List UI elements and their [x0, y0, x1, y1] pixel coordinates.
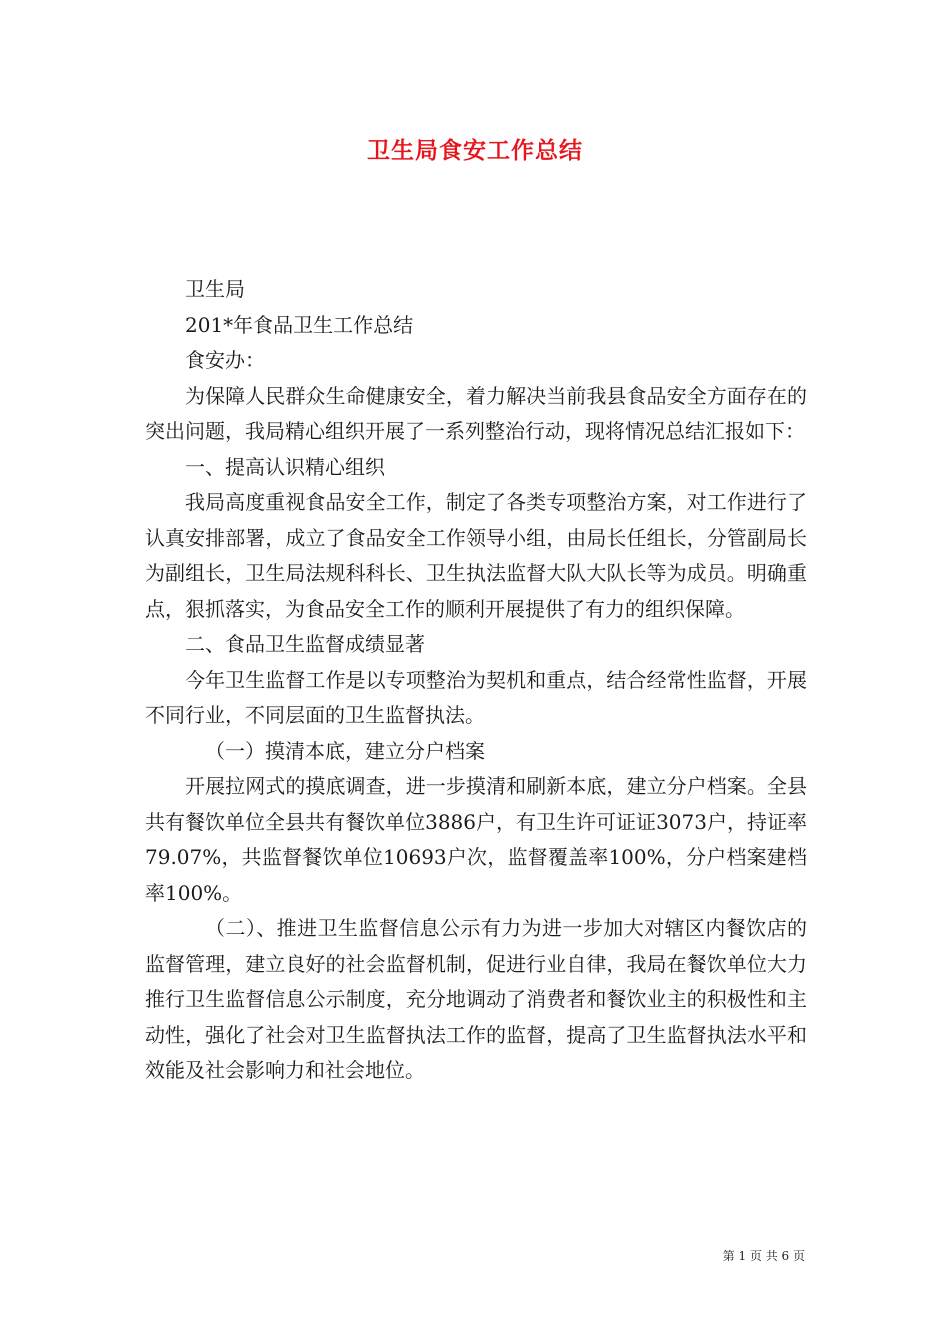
paragraph-recipient: 食安办：	[185, 348, 265, 372]
page-number-footer: 第 1 页 共 6 页	[722, 1249, 805, 1263]
subsection-heading-1: （一）摸清本底，建立分户档案	[205, 738, 485, 763]
section-heading-1: 一、提高认识精心组织	[185, 454, 385, 479]
paragraph-subsection-2: （二）、推进卫生监督信息公示有力为进一步加大对辖区内餐饮店的监督管理，建立良好的社会监督机制，促进行业自律，我局在餐饮单位大力推行卫生监督信息公示制度，充分地调动了消费者和餐饮业主的积极性和主动性，强化了社会对卫生监督执法工作的监督，提高了卫生监督执法水平和效能及社会影响力和社会地位。	[145, 916, 807, 1082]
paragraph-section-2: 今年卫生监督工作是以专项整治为契机和重点，结合经常性监督，开展不同行业，不同层面的卫生监督执法。	[145, 667, 807, 727]
section-heading-2: 二、食品卫生监督成绩显著	[185, 632, 425, 656]
paragraph-subtitle: 201*年食品卫生工作总结	[185, 312, 414, 337]
paragraph-org: 卫生局	[185, 277, 245, 301]
paragraph-intro: 为保障人民群众生命健康安全，着力解决当前我县食品安全方面存在的突出问题，我局精心组织开展了一系列整治行动，现将情况总结汇报如下：	[145, 383, 807, 443]
paragraph-subsection-1: 开展拉网式的摸底调查，进一步摸清和刷新本底，建立分户档案。全县共有餐饮单位全县共有餐饮单位3886户，有卫生许可证证3073户，持证率79.07%，共监督餐饮单位10693户次，监督覆盖率100%，分户档案建档率100%。	[145, 774, 807, 905]
document-body	[145, 272, 807, 1089]
paragraph-section-1: 我局高度重视食品安全工作，制定了各类专项整治方案，对工作进行了认真安排部署，成立了食品安全工作领导小组，由局长任组长，分管副局长为副组长，卫生局法规科科长、卫生执法监督大队大队长等为成员。明确重点，狠抓落实，为食品安全工作的顺利开展提供了有力的组织保障。	[145, 490, 807, 621]
document-title: 卫生局食安工作总结	[367, 138, 583, 164]
